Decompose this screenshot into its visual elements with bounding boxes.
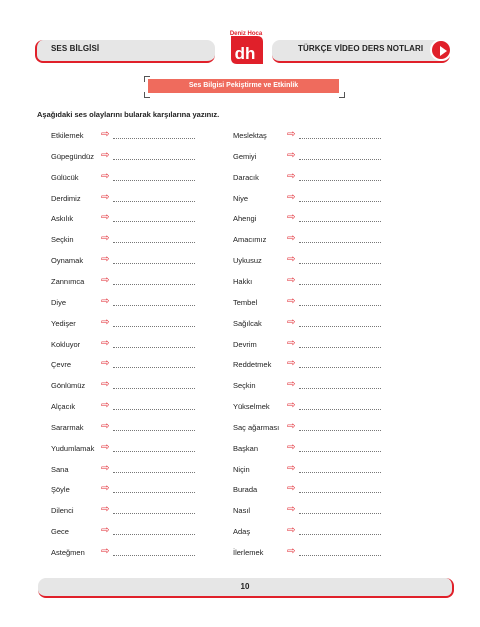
arrow-right-outline-icon: ⇨ xyxy=(287,338,296,349)
exercise-word: Yudumlamak xyxy=(51,444,95,453)
arrow-right-outline-icon: ⇨ xyxy=(287,546,296,557)
exercise-word: Burada xyxy=(233,485,258,494)
arrow-right-outline-icon: ⇨ xyxy=(287,171,296,182)
answer-blank[interactable] xyxy=(299,555,381,556)
answer-blank[interactable] xyxy=(113,534,195,535)
exercise-word: Gemiyi xyxy=(233,152,257,161)
instruction-text: Aşağıdaki ses olaylarını bularak karşılarına yazınız. xyxy=(37,110,220,119)
exercise-word: Saç ağarması xyxy=(233,423,280,432)
answer-blank[interactable] xyxy=(299,242,381,243)
answer-blank[interactable] xyxy=(299,284,381,285)
exercise-word: Sana xyxy=(51,465,69,474)
arrow-right-outline-icon: ⇨ xyxy=(287,129,296,140)
arrow-right-outline-icon: ⇨ xyxy=(101,317,110,328)
arrow-right-outline-icon: ⇨ xyxy=(287,525,296,536)
arrow-right-outline-icon: ⇨ xyxy=(101,192,110,203)
exercise-word: Çevre xyxy=(51,360,72,369)
exercise-word: Niye xyxy=(233,194,249,203)
answer-blank[interactable] xyxy=(299,138,381,139)
answer-blank[interactable] xyxy=(113,159,195,160)
arrow-right-outline-icon: ⇨ xyxy=(101,504,110,515)
arrow-right-outline-icon: ⇨ xyxy=(287,400,296,411)
arrow-right-outline-icon: ⇨ xyxy=(101,296,110,307)
arrow-right-outline-icon: ⇨ xyxy=(101,275,110,286)
answer-blank[interactable] xyxy=(299,409,381,410)
exercise-word: Seçkin xyxy=(51,235,74,244)
answer-blank[interactable] xyxy=(299,451,381,452)
play-icon[interactable] xyxy=(430,39,452,61)
exercise-word: Meslektaş xyxy=(233,131,267,140)
arrow-right-outline-icon: ⇨ xyxy=(287,421,296,432)
arrow-right-outline-icon: ⇨ xyxy=(101,358,110,369)
arrow-right-outline-icon: ⇨ xyxy=(101,254,110,265)
answer-blank[interactable] xyxy=(113,242,195,243)
section-title-pill xyxy=(35,40,215,63)
exercise-word: Devrim xyxy=(233,340,257,349)
exercise-word: Dilenci xyxy=(51,506,74,515)
exercise-word: Gönlümüz xyxy=(51,381,86,390)
exercise-word: Hakkı xyxy=(233,277,253,286)
answer-blank[interactable] xyxy=(299,180,381,181)
arrow-right-outline-icon: ⇨ xyxy=(101,421,110,432)
arrow-right-outline-icon: ⇨ xyxy=(287,483,296,494)
answer-blank[interactable] xyxy=(113,367,195,368)
arrow-right-outline-icon: ⇨ xyxy=(101,150,110,161)
arrow-right-outline-icon: ⇨ xyxy=(287,192,296,203)
answer-blank[interactable] xyxy=(299,201,381,202)
arrow-right-outline-icon: ⇨ xyxy=(101,338,110,349)
exercise-word: Tembel xyxy=(233,298,258,307)
section-title: SES BİLGİSİ xyxy=(51,44,100,53)
answer-blank[interactable] xyxy=(299,159,381,160)
arrow-right-outline-icon: ⇨ xyxy=(287,212,296,223)
exercise-word: Nasıl xyxy=(233,506,251,515)
arrow-right-outline-icon: ⇨ xyxy=(287,379,296,390)
answer-blank[interactable] xyxy=(113,326,195,327)
arrow-right-outline-icon: ⇨ xyxy=(101,400,110,411)
exercise-word: Alçacık xyxy=(51,402,76,411)
arrow-right-outline-icon: ⇨ xyxy=(101,442,110,453)
exercise-word: Niçin xyxy=(233,465,250,474)
exercise-word: Adaş xyxy=(233,527,251,536)
answer-blank[interactable] xyxy=(299,534,381,535)
exercise-word: Askılık xyxy=(51,214,74,223)
exercise-word: Etkilemek xyxy=(51,131,84,140)
answer-blank[interactable] xyxy=(113,492,195,493)
answer-blank[interactable] xyxy=(113,555,195,556)
deniz-hoca-logo xyxy=(227,30,267,70)
answer-blank[interactable] xyxy=(113,409,195,410)
exercise-word: Asteğmen xyxy=(51,548,85,557)
banner-corner-bottom-right xyxy=(339,92,345,98)
answer-blank[interactable] xyxy=(113,263,195,264)
activity-banner: Ses Bilgisi Pekiştirme ve Etkinlik xyxy=(148,79,339,93)
exercise-word: Sağılcak xyxy=(233,319,262,328)
arrow-right-outline-icon: ⇨ xyxy=(101,233,110,244)
answer-blank[interactable] xyxy=(299,221,381,222)
arrow-right-outline-icon: ⇨ xyxy=(101,546,110,557)
exercise-word: Reddetmek xyxy=(233,360,272,369)
exercise-word: Gece xyxy=(51,527,69,536)
exercise-word: İlerlemek xyxy=(233,548,264,557)
footer-bar xyxy=(38,578,454,598)
arrow-right-outline-icon: ⇨ xyxy=(287,463,296,474)
answer-blank[interactable] xyxy=(113,201,195,202)
answer-blank[interactable] xyxy=(113,180,195,181)
exercise-word: Yedişer xyxy=(51,319,76,328)
exercise-word: Yükselmek xyxy=(233,402,270,411)
answer-blank[interactable] xyxy=(113,472,195,473)
answer-blank[interactable] xyxy=(299,263,381,264)
exercise-word: Kokluyor xyxy=(51,340,81,349)
exercise-word: Güpegündüz xyxy=(51,152,94,161)
page-number: 10 xyxy=(240,582,250,591)
answer-blank[interactable] xyxy=(299,305,381,306)
answer-blank[interactable] xyxy=(113,388,195,389)
exercise-word: Zannımca xyxy=(51,277,85,286)
answer-blank[interactable] xyxy=(299,472,381,473)
arrow-right-outline-icon: ⇨ xyxy=(101,483,110,494)
answer-blank[interactable] xyxy=(113,430,195,431)
answer-blank[interactable] xyxy=(299,347,381,348)
arrow-right-outline-icon: ⇨ xyxy=(287,317,296,328)
answer-blank[interactable] xyxy=(113,138,195,139)
answer-blank[interactable] xyxy=(113,451,195,452)
answer-blank[interactable] xyxy=(113,513,195,514)
answer-blank[interactable] xyxy=(299,492,381,493)
answer-blank[interactable] xyxy=(299,388,381,389)
answer-blank[interactable] xyxy=(113,284,195,285)
arrow-right-outline-icon: ⇨ xyxy=(287,254,296,265)
exercise-word: Şöyle xyxy=(51,485,70,494)
arrow-right-outline-icon: ⇨ xyxy=(101,525,110,536)
answer-blank[interactable] xyxy=(113,347,195,348)
arrow-right-outline-icon: ⇨ xyxy=(101,129,110,140)
answer-blank[interactable] xyxy=(299,326,381,327)
answer-blank[interactable] xyxy=(299,367,381,368)
arrow-right-outline-icon: ⇨ xyxy=(287,358,296,369)
exercise-word: Ahengi xyxy=(233,214,257,223)
arrow-right-outline-icon: ⇨ xyxy=(101,171,110,182)
exercise-word: Amacımız xyxy=(233,235,267,244)
arrow-right-outline-icon: ⇨ xyxy=(287,150,296,161)
arrow-right-outline-icon: ⇨ xyxy=(287,296,296,307)
exercise-word: Daracık xyxy=(233,173,259,182)
exercise-word: Oynamak xyxy=(51,256,84,265)
exercise-word: Sararmak xyxy=(51,423,84,432)
arrow-right-outline-icon: ⇨ xyxy=(287,233,296,244)
arrow-right-outline-icon: ⇨ xyxy=(287,275,296,286)
series-title: TÜRKÇE VİDEO DERS NOTLARI xyxy=(298,44,424,53)
arrow-right-outline-icon: ⇨ xyxy=(101,379,110,390)
answer-blank[interactable] xyxy=(299,430,381,431)
logo-name: Deniz Hoca xyxy=(229,31,263,37)
answer-blank[interactable] xyxy=(113,305,195,306)
exercise-word: Başkan xyxy=(233,444,259,453)
arrow-right-outline-icon: ⇨ xyxy=(287,442,296,453)
series-title-pill xyxy=(272,40,450,63)
exercise-word: Uykusuz xyxy=(233,256,262,265)
exercise-word: Seçkin xyxy=(233,381,256,390)
exercise-word: Diye xyxy=(51,298,67,307)
exercise-word: Derdimiz xyxy=(51,194,81,203)
answer-blank[interactable] xyxy=(299,513,381,514)
arrow-right-outline-icon: ⇨ xyxy=(287,504,296,515)
arrow-right-outline-icon: ⇨ xyxy=(101,212,110,223)
answer-blank[interactable] xyxy=(113,221,195,222)
logo-text: dh xyxy=(234,44,256,63)
arrow-right-outline-icon: ⇨ xyxy=(101,463,110,474)
exercise-word: Gülücük xyxy=(51,173,79,182)
